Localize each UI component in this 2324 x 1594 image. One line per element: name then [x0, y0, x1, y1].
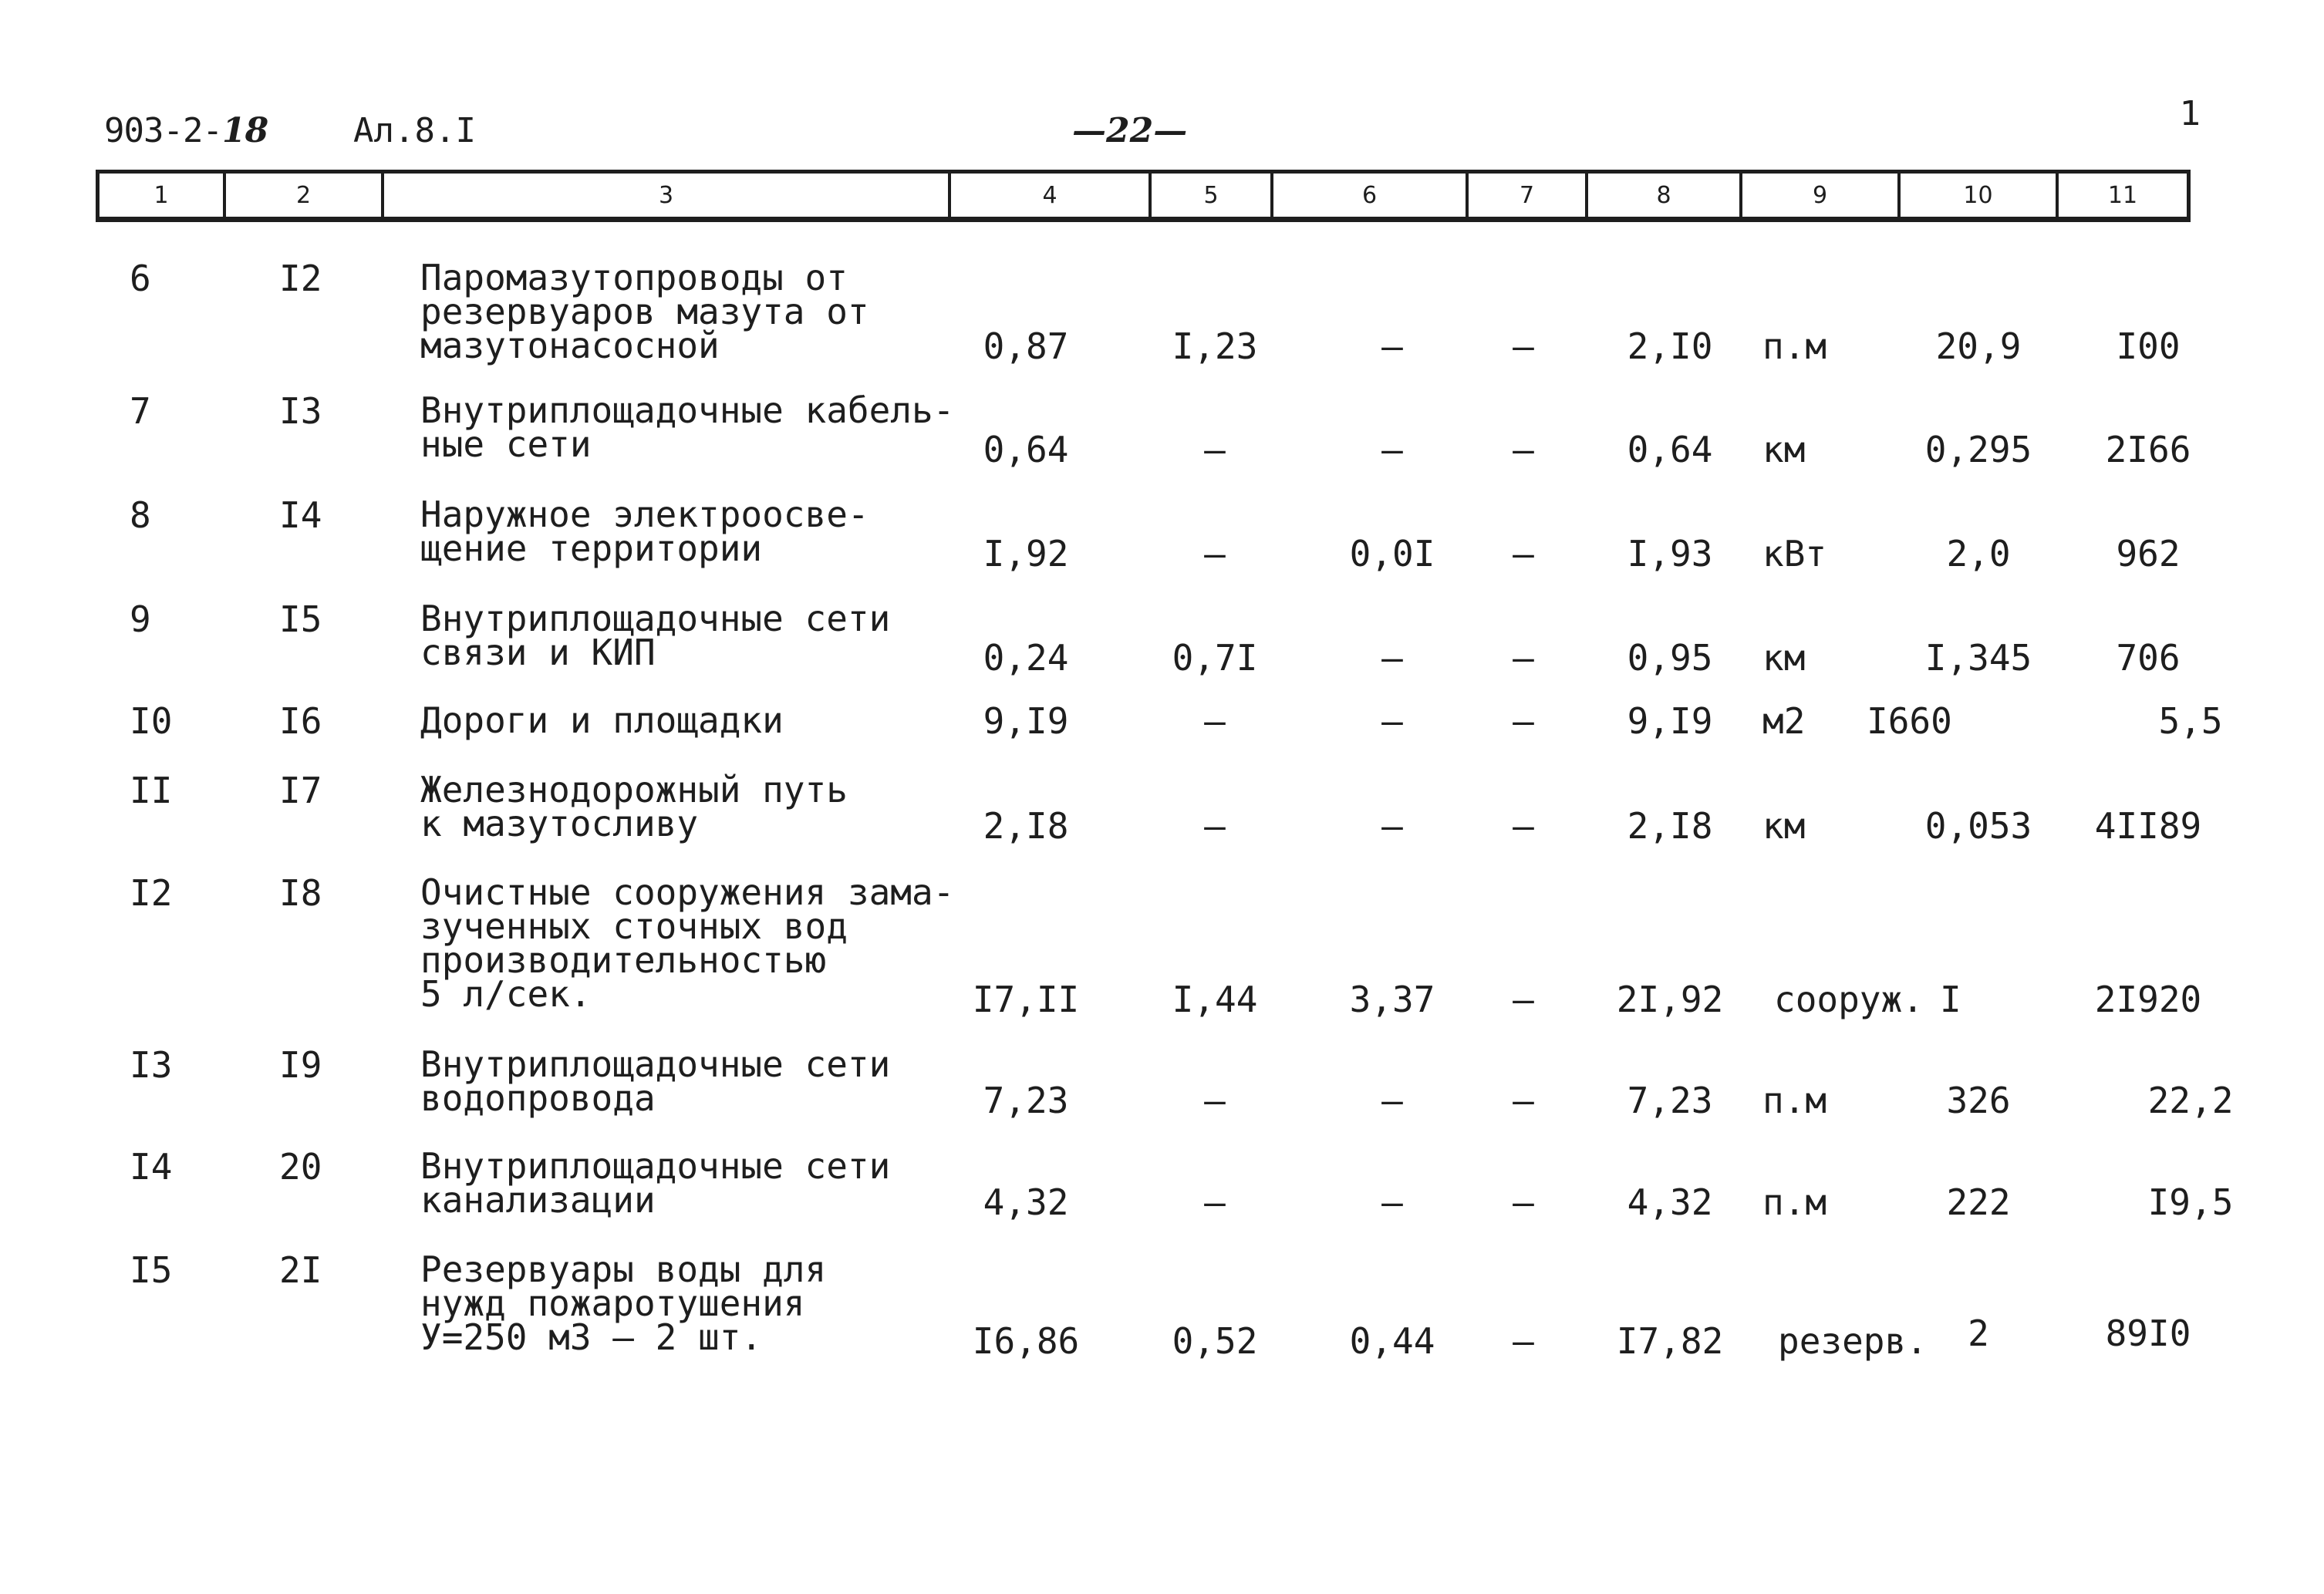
column-header-2: 2 — [223, 174, 381, 217]
cell-quantity: 0,295 — [1924, 429, 2032, 470]
cell-quantity: 326 — [1946, 1080, 2011, 1121]
cell-col4: I7,II — [972, 979, 1080, 1020]
cell-total: I7,82 — [1616, 1320, 1724, 1362]
cell-unit: п.м — [1762, 1181, 1827, 1223]
cell-item-number: I5 — [279, 598, 322, 640]
cell-col7: – — [1513, 700, 1534, 742]
cell-unit: км — [1762, 637, 1806, 679]
cell-unit-cost: 2I66 — [2105, 429, 2191, 470]
cell-description: Внутриплощадочные сети водопровода — [420, 1043, 891, 1119]
cell-unit: км — [1762, 805, 1806, 847]
album-number: Ал.8.I — [353, 111, 476, 150]
document-number-printed: 903-2- — [104, 111, 222, 150]
cell-unit-cost: 962 — [2116, 533, 2181, 575]
cell-quantity: I — [1940, 979, 1961, 1020]
cell-col7: – — [1513, 637, 1534, 679]
cell-quantity: I660 — [1867, 700, 1952, 742]
cell-row-number: I3 — [130, 1044, 173, 1086]
column-header-5: 5 — [1149, 174, 1270, 217]
cell-col7: – — [1513, 805, 1534, 847]
cell-row-number: I0 — [130, 700, 173, 742]
page-number: —22— — [1072, 111, 1188, 150]
cell-total: 2I,92 — [1616, 979, 1724, 1020]
cell-item-number: I6 — [279, 700, 322, 742]
cell-quantity: 20,9 — [1935, 325, 2022, 367]
cell-item-number: I8 — [279, 872, 322, 914]
cell-col4: I,92 — [983, 533, 1069, 575]
cell-unit: сооруж. — [1774, 979, 1924, 1020]
column-header-1: 1 — [153, 181, 169, 209]
cell-item-number: I4 — [279, 494, 322, 536]
cell-col7: – — [1513, 1080, 1534, 1121]
cell-unit: п.м — [1762, 1080, 1827, 1121]
cell-col4: 0,87 — [983, 325, 1069, 367]
cell-col5: 0,52 — [1172, 1320, 1258, 1362]
cell-total: 0,95 — [1627, 637, 1713, 679]
cell-quantity: 0,053 — [1924, 805, 2032, 847]
cell-col5: – — [1204, 700, 1226, 742]
cell-description: Дороги и площадки — [420, 699, 784, 741]
document-number-handwritten: 18 — [221, 111, 268, 150]
column-header-6: 6 — [1270, 174, 1466, 217]
column-header-3: 3 — [381, 174, 948, 217]
cell-col7: – — [1513, 1320, 1534, 1362]
cell-col4: 9,I9 — [983, 700, 1069, 742]
cell-item-number: I9 — [279, 1044, 322, 1086]
cell-row-number: 9 — [130, 598, 151, 640]
cell-total: 9,I9 — [1627, 700, 1713, 742]
cell-unit: п.м — [1762, 325, 1827, 367]
cell-col7: – — [1513, 429, 1534, 470]
cell-unit-cost: 4II89 — [2094, 805, 2202, 847]
cell-row-number: I2 — [130, 872, 173, 914]
cell-col5: – — [1204, 429, 1226, 470]
cell-unit-cost: 89I0 — [2105, 1313, 2191, 1354]
cell-description: Железнодорожный путь к мазутосливу — [420, 769, 848, 844]
cell-row-number: I5 — [130, 1249, 173, 1291]
cell-col4: 0,24 — [983, 637, 1069, 679]
cell-col5: – — [1204, 805, 1226, 847]
cell-description: Наружное электроосве- щение территории — [420, 494, 869, 569]
cell-col4: 7,23 — [983, 1080, 1069, 1121]
cell-col7: – — [1513, 533, 1534, 575]
cell-quantity: 2,0 — [1946, 533, 2011, 575]
cell-item-number: 20 — [279, 1146, 322, 1188]
sheet-mark: 1 — [2180, 94, 2201, 133]
cell-unit: км — [1762, 429, 1806, 470]
cell-description: Паромазутопроводы от резервуаров мазута от мазутонасосной — [420, 257, 869, 366]
cell-item-number: I2 — [279, 258, 322, 299]
cell-total: 0,64 — [1627, 429, 1713, 470]
cell-col5: 0,7I — [1172, 637, 1258, 679]
cell-item-number: I3 — [279, 390, 322, 432]
cell-col6: – — [1381, 1181, 1403, 1223]
cell-row-number: 7 — [130, 390, 151, 432]
cell-unit-cost: 2I920 — [2094, 979, 2202, 1020]
cell-unit-cost: 706 — [2116, 637, 2181, 679]
cell-unit-cost: I9,5 — [2147, 1181, 2234, 1223]
cell-col6: – — [1381, 429, 1403, 470]
column-header-10: 10 — [1897, 174, 2056, 217]
column-header-row — [96, 170, 2191, 222]
cell-quantity: 2 — [1968, 1313, 1989, 1354]
cell-col6: 0,0I — [1349, 533, 1435, 575]
cell-col4: I6,86 — [972, 1320, 1080, 1362]
cell-row-number: I4 — [130, 1146, 173, 1188]
cell-unit-cost: 22,2 — [2147, 1080, 2234, 1121]
cell-unit: кВт — [1762, 533, 1827, 575]
cell-unit: м2 — [1762, 700, 1806, 742]
cell-description: Внутриплощадочные сети канализации — [420, 1145, 891, 1221]
cell-col6: – — [1381, 700, 1403, 742]
column-header-4: 4 — [948, 174, 1149, 217]
column-header-7: 7 — [1466, 174, 1585, 217]
cell-col5: – — [1204, 1080, 1226, 1121]
cell-total: I,93 — [1627, 533, 1713, 575]
cell-total: 2,I8 — [1627, 805, 1713, 847]
cell-item-number: 2I — [279, 1249, 322, 1291]
cell-total: 2,I0 — [1627, 325, 1713, 367]
cell-description: Внутриплощадочные кабель- ные сети — [420, 389, 955, 465]
cell-col6: – — [1381, 805, 1403, 847]
cell-col4: 2,I8 — [983, 805, 1069, 847]
cell-unit-cost: 5,5 — [2158, 700, 2223, 742]
cell-col4: 0,64 — [983, 429, 1069, 470]
cell-col7: – — [1513, 325, 1534, 367]
cell-description: Резервуары воды для нужд пожаротушения У=250 м3 – 2 шт. — [420, 1249, 827, 1358]
cell-col4: 4,32 — [983, 1181, 1069, 1223]
column-header-11: 11 — [2056, 174, 2187, 217]
cell-col7: – — [1513, 979, 1534, 1020]
cell-col5: I,44 — [1172, 979, 1258, 1020]
column-header-8: 8 — [1585, 174, 1739, 217]
cell-total: 4,32 — [1627, 1181, 1713, 1223]
cell-description: Внутриплощадочные сети связи и КИП — [420, 598, 891, 673]
column-header-9: 9 — [1739, 174, 1897, 217]
cell-col6: – — [1381, 1080, 1403, 1121]
cell-total: 7,23 — [1627, 1080, 1713, 1121]
cell-col6: 3,37 — [1349, 979, 1435, 1020]
cell-col6: – — [1381, 325, 1403, 367]
cell-col6: – — [1381, 637, 1403, 679]
cell-col5: – — [1204, 533, 1226, 575]
cell-quantity: 222 — [1946, 1181, 2011, 1223]
cell-row-number: 6 — [130, 258, 151, 299]
cell-col7: – — [1513, 1181, 1534, 1223]
cell-description: Очистные сооружения зама- зученных сточных вод производительностью 5 л/сек. — [420, 871, 955, 1015]
cell-col6: 0,44 — [1349, 1320, 1435, 1362]
cell-col5: I,23 — [1172, 325, 1258, 367]
cell-unit: резерв. — [1778, 1320, 1928, 1362]
cell-col5: – — [1204, 1181, 1226, 1223]
document-number — [104, 108, 268, 154]
cell-unit-cost: I00 — [2116, 325, 2181, 367]
cell-item-number: I7 — [279, 770, 322, 811]
cell-row-number: II — [130, 770, 173, 811]
cell-row-number: 8 — [130, 494, 151, 536]
cell-quantity: I,345 — [1924, 637, 2032, 679]
